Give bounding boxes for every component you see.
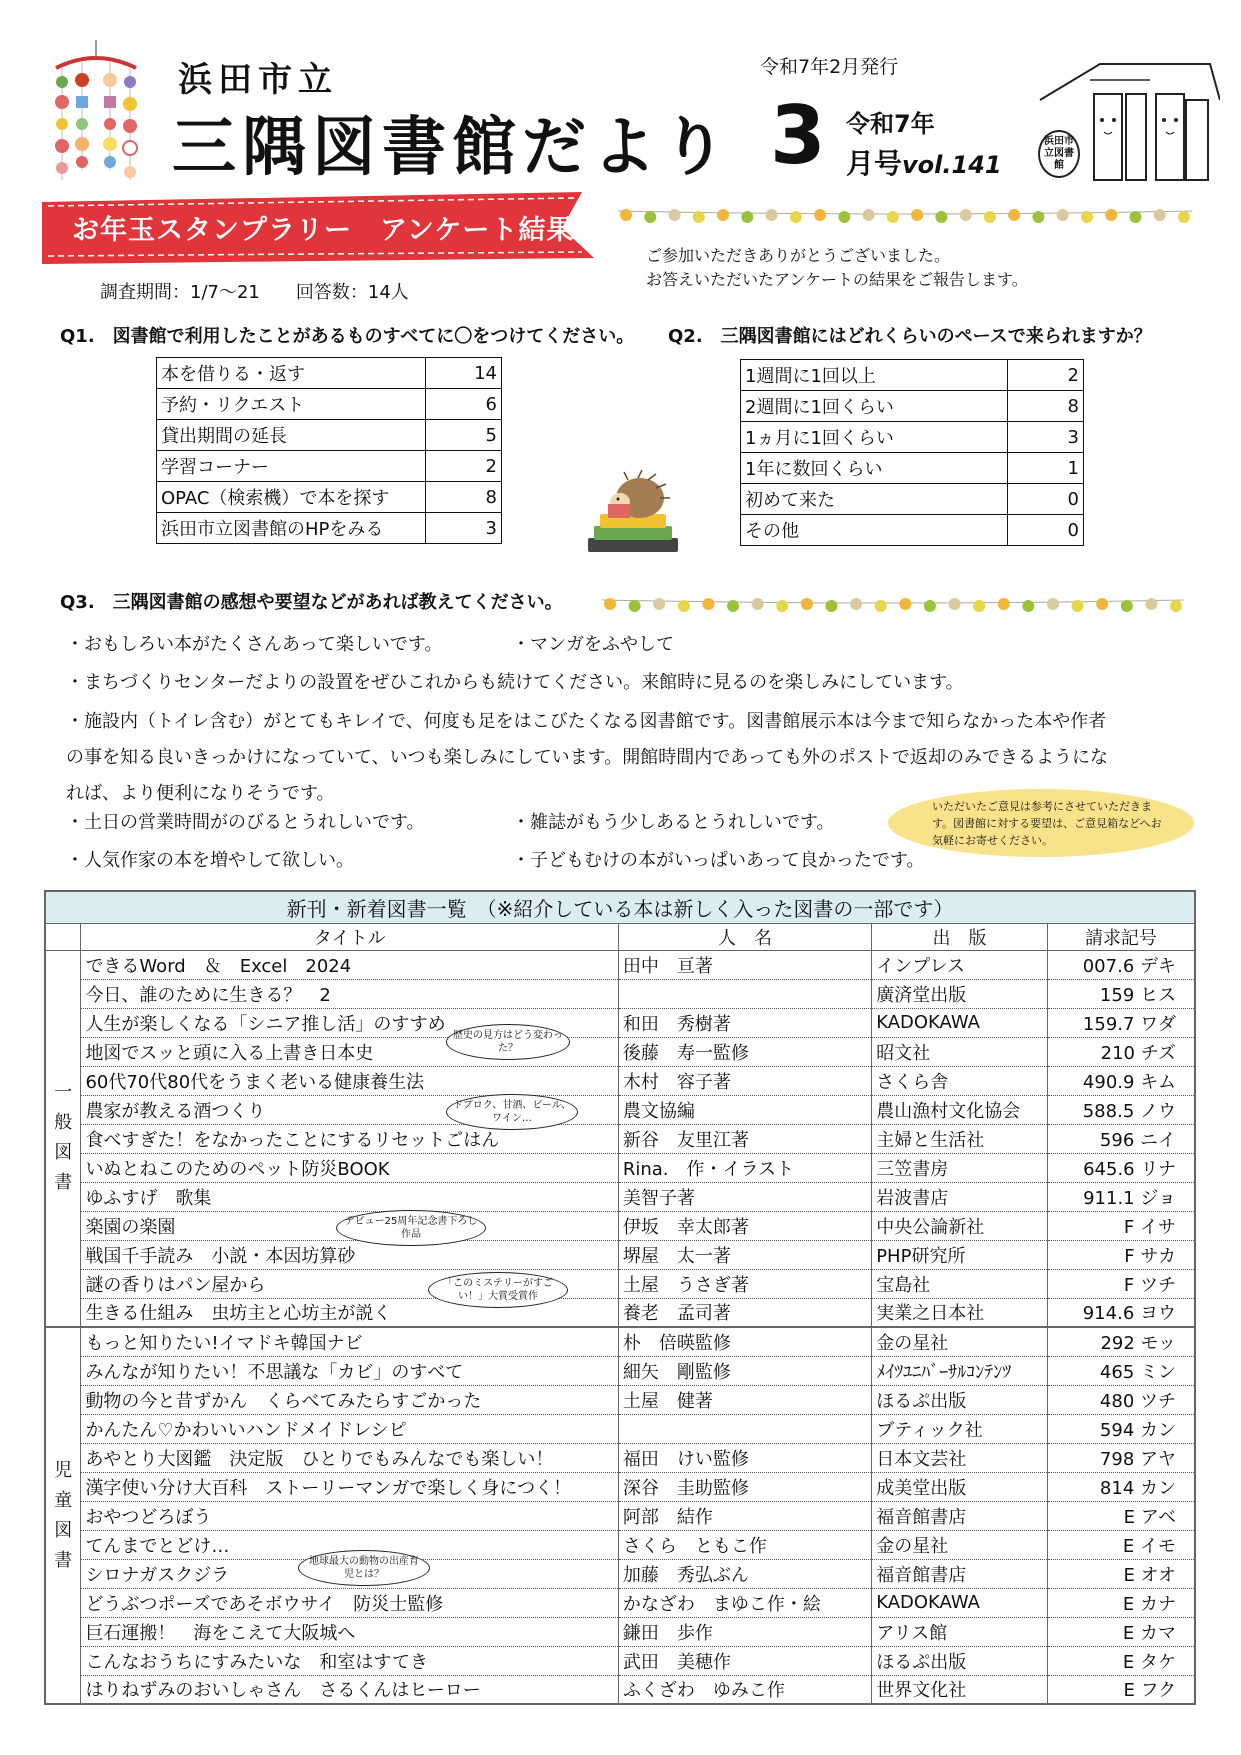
book-author: 美智子著: [618, 1182, 871, 1211]
book-row: [45, 1385, 1195, 1414]
book-call-number: F イサ: [1047, 1211, 1195, 1240]
dot-garland-q3: [602, 594, 1184, 614]
note-bubble-history: 歴史の見方はどう変わった？: [446, 1024, 570, 1060]
book-row: [45, 1559, 1195, 1588]
header-title: タイトル: [81, 923, 618, 950]
feedback-note: [886, 788, 1196, 858]
book-publisher: 金の星社: [872, 1327, 1048, 1356]
book-author: 細矢 剛監修: [618, 1356, 871, 1385]
book-row: [45, 1269, 1195, 1298]
book-author: 福田 けい監修: [618, 1443, 871, 1472]
book-call-number: 210 チズ: [1047, 1037, 1195, 1066]
thanks-line-1: ご参加いただきありがとうございました。: [646, 246, 951, 265]
book-call-number: 007.6 デキ: [1047, 950, 1195, 979]
book-title: もっと知りたい!イマドキ韓国ナビ: [81, 1327, 618, 1356]
garland-dot: [863, 209, 875, 221]
book-title: 生きる仕組み 虫坊主と心坊主が説く: [81, 1298, 618, 1327]
era-year: 令和7年: [846, 110, 935, 138]
book-row: [45, 1066, 1195, 1095]
book-call-number: F ツチ: [1047, 1269, 1195, 1298]
book-title: 楽園の楽園: [81, 1211, 618, 1240]
book-call-number: 911.1 ジョ: [1047, 1182, 1195, 1211]
q2-option-label: 1ヵ月に1回くらい: [741, 422, 1008, 453]
book-author: 伊坂 幸太郎著: [618, 1211, 871, 1240]
book-publisher: ﾒｲﾂﾕﾆﾊﾞｰｻﾙｺﾝﾃﾝﾂ: [872, 1356, 1048, 1385]
garland-dot: [838, 211, 850, 223]
book-row: [45, 1037, 1195, 1066]
book-author: 後藤 寿一監修: [618, 1037, 871, 1066]
comment-4-line-3: れば、より便利になりそうです。: [66, 783, 335, 804]
garland-dot: [717, 209, 729, 221]
book-call-number: E イモ: [1047, 1530, 1195, 1559]
dot-garland-top: [618, 204, 1192, 226]
book-call-number: 465 ミン: [1047, 1356, 1195, 1385]
volume-number: vol.141: [902, 151, 1002, 179]
garland-dot: [887, 211, 899, 223]
book-publisher: 福音館書店: [872, 1501, 1048, 1530]
book-row: [45, 1298, 1195, 1327]
comment-4-line-2: の事を知る良いきっかけになっていて、いつも楽しみにしています。開館時間内であっても外のポストで返却のみできるようにな: [66, 747, 1109, 768]
book-row: [45, 1182, 1195, 1211]
q1-results-table: [156, 357, 502, 544]
q1-row: [157, 513, 502, 544]
garland-dot: [1154, 209, 1166, 221]
thanks-line-2: お答えいただいたアンケートの結果をご報告します。: [646, 270, 1028, 289]
book-author: [618, 979, 871, 1008]
survey-period: 調査期間：1/7〜21: [100, 282, 260, 303]
book-call-number: F サカ: [1047, 1240, 1195, 1269]
garland-dot: [1057, 209, 1069, 221]
book-row: [45, 1530, 1195, 1559]
book-call-number: 596 ニイ: [1047, 1124, 1195, 1153]
book-title: 60代70代80代をうまく老いる健康養生法: [81, 1066, 618, 1095]
book-author: 土屋 健著: [618, 1385, 871, 1414]
garland-dot: [790, 211, 802, 223]
q1-row: [157, 482, 502, 513]
book-author: 武田 美穂作: [618, 1646, 871, 1675]
garland-dot: [776, 600, 788, 612]
garland-dot: [984, 211, 996, 223]
book-title: かんたん♡かわいいハンドメイドレシピ: [81, 1414, 618, 1443]
garland-dot: [899, 598, 911, 610]
q2-results-table: [740, 359, 1084, 546]
issue-volume: [846, 142, 1002, 182]
book-author: ふくざわ ゆみこ作: [618, 1675, 871, 1704]
book-row: [45, 950, 1195, 979]
book-title: おやつどろぼう: [81, 1501, 618, 1530]
q2-row: [741, 453, 1084, 484]
garland-dot: [1032, 211, 1044, 223]
book-publisher: 世界文化社: [872, 1675, 1048, 1704]
thanks-message: [646, 244, 1028, 292]
garland-dot: [1096, 598, 1108, 610]
book-author: 深谷 圭助監修: [618, 1472, 871, 1501]
book-publisher: 日本文芸社: [872, 1443, 1048, 1472]
book-author: 田中 亘著: [618, 950, 871, 979]
book-author: かなざわ まゆこ作・絵: [618, 1588, 871, 1617]
q1-row: [157, 358, 502, 389]
garland-dot: [1145, 598, 1157, 610]
garland-dot: [825, 600, 837, 612]
garland-dot: [935, 211, 947, 223]
q1-option-label: 浜田市立図書館のHPをみる: [157, 513, 426, 544]
newsletter-title: 三隅図書館だより: [172, 111, 732, 185]
book-row: [45, 1124, 1195, 1153]
q2-row: [741, 515, 1084, 546]
new-books-table: [44, 890, 1196, 1705]
book-title: みんなが知りたい！不思議な「カビ」のすべて: [81, 1356, 618, 1385]
general-books-category: 一般図書: [45, 950, 81, 1327]
book-publisher: 農山漁村文化協会: [872, 1095, 1048, 1124]
q1-option-count: 3: [426, 513, 502, 544]
book-title: 謎の香りはパン屋から: [81, 1269, 618, 1298]
garland-dot: [850, 598, 862, 610]
book-row: [45, 1240, 1195, 1269]
book-call-number: 588.5 ノウ: [1047, 1095, 1195, 1124]
book-call-number: E オオ: [1047, 1559, 1195, 1588]
book-publisher: さくら舎: [872, 1066, 1048, 1095]
q1-option-count: 6: [426, 389, 502, 420]
header-author: 人 名: [618, 923, 871, 950]
book-call-number: 594 カン: [1047, 1414, 1195, 1443]
book-row: [45, 1617, 1195, 1646]
book-author: 鎌田 歩作: [618, 1617, 871, 1646]
book-call-number: 480 ツチ: [1047, 1385, 1195, 1414]
book-title: てんまでとどけ…: [81, 1530, 618, 1559]
book-author: 加藤 秀弘ぶん: [618, 1559, 871, 1588]
logo-text: 浜田市立図書館: [1038, 130, 1080, 178]
book-author: 阿部 結作: [618, 1501, 871, 1530]
q1-option-label: 予約・リクエスト: [157, 389, 426, 420]
book-row: [45, 1211, 1195, 1240]
book-call-number: 490.9 キム: [1047, 1066, 1195, 1095]
book-publisher: ブティック社: [872, 1414, 1048, 1443]
book-title: 巨石運搬！ 海をこえて大阪城へ: [81, 1617, 618, 1646]
book-publisher: 実業之日本社: [872, 1298, 1048, 1327]
header-publisher: 出 版: [872, 923, 1048, 950]
book-publisher: インプレス: [872, 950, 1048, 979]
book-publisher: 岩波書店: [872, 1182, 1048, 1211]
survey-info: [100, 278, 409, 304]
book-title: シロナガスクジラ: [81, 1559, 618, 1588]
garland-dot: [766, 209, 778, 221]
note-bubble-mystery: 「このミステリーがすごい！」大賞受賞作: [428, 1272, 568, 1308]
book-publisher: 中央公論新社: [872, 1211, 1048, 1240]
book-publisher: 福音館書店: [872, 1559, 1048, 1588]
book-call-number: E フク: [1047, 1675, 1195, 1704]
books-caption: 新刊・新着図書一覧 （※紹介している本は新しく入った図書の一部です）: [45, 891, 1195, 923]
comment-1: ・おもしろい本がたくさんあって楽しいです。: [66, 634, 443, 655]
header-spacer: [45, 923, 81, 950]
book-row: [45, 1414, 1195, 1443]
comment-2: ・マンガをふやして: [512, 634, 674, 655]
book-author: 土屋 うさぎ著: [618, 1269, 871, 1298]
garland-dot: [1121, 600, 1133, 612]
book-title: 農家が教える酒つくり: [81, 1095, 618, 1124]
book-author: 朴 倍暎監修: [618, 1327, 871, 1356]
q2-row: [741, 391, 1084, 422]
month-label: 月号: [846, 147, 903, 180]
q2-row: [741, 422, 1084, 453]
q1-option-label: 学習コーナー: [157, 451, 426, 482]
garland-dot: [814, 209, 826, 221]
book-author: 木村 容子著: [618, 1066, 871, 1095]
comment-8: ・子どもむけの本がいっぱいあって良かったです。: [512, 850, 925, 871]
book-call-number: 814 カン: [1047, 1472, 1195, 1501]
library-organization: 浜田市立: [178, 60, 338, 100]
garland-dot: [669, 209, 681, 221]
book-publisher: 三笠書房: [872, 1153, 1048, 1182]
garland-dot: [1022, 600, 1034, 612]
q2-option-count: 0: [1008, 515, 1084, 546]
garland-dot: [875, 600, 887, 612]
book-row: [45, 1095, 1195, 1124]
q1-row: [157, 420, 502, 451]
book-title: 今日、誰のために生きる？ 2: [81, 979, 618, 1008]
book-publisher: ほるぷ出版: [872, 1646, 1048, 1675]
q2-option-count: 0: [1008, 484, 1084, 515]
hedgehog-reading-illustration: [578, 468, 688, 568]
book-title: いぬとねこのためのペット防災BOOK: [81, 1153, 618, 1182]
book-publisher: 昭文社: [872, 1037, 1048, 1066]
note-bubble-sake: ドブロク、甘酒、ビール、ワイン…: [446, 1094, 578, 1130]
garland-dot: [727, 600, 739, 612]
garland-dot: [653, 598, 665, 610]
book-row: [45, 1008, 1195, 1037]
q1-row: [157, 389, 502, 420]
book-publisher: アリス館: [872, 1617, 1048, 1646]
garland-dot: [620, 209, 632, 221]
book-author: Rina. 作・イラスト: [618, 1153, 871, 1182]
book-call-number: 645.6 リナ: [1047, 1153, 1195, 1182]
note-bubble-whale: 地球最大の動物の出産育児とは？: [298, 1550, 430, 1586]
book-publisher: 成美堂出版: [872, 1472, 1048, 1501]
q1-option-label: 本を借りる・返す: [157, 358, 426, 389]
header-call-number: 請求記号: [1047, 923, 1195, 950]
q2-option-count: 3: [1008, 422, 1084, 453]
book-row: [45, 1501, 1195, 1530]
garland-dot: [1081, 211, 1093, 223]
comment-3: ・まちづくりセンターだよりの設置をぜひこれからも続けてください。来館時に見るのを楽しみにしています。: [66, 672, 964, 693]
q2-row: [741, 360, 1084, 391]
book-publisher: 主婦と生活社: [872, 1124, 1048, 1153]
book-title: はりねずみのおいしゃさん さるくんはヒーロー: [81, 1675, 618, 1704]
book-publisher: ほるぷ出版: [872, 1385, 1048, 1414]
q1-row: [157, 451, 502, 482]
garland-dot: [604, 598, 616, 610]
book-row: [45, 1327, 1195, 1356]
book-call-number: 159 ヒス: [1047, 979, 1195, 1008]
q1-option-count: 2: [426, 451, 502, 482]
book-author: さくら ともこ作: [618, 1530, 871, 1559]
q1-option-count: 14: [426, 358, 502, 389]
book-publisher: KADOKAWA: [872, 1588, 1048, 1617]
book-title: 地図でスッと頭に入る上書き日本史: [81, 1037, 618, 1066]
garland-dot: [629, 600, 641, 612]
comment-6: ・雑誌がもう少しあるとうれしいです。: [512, 812, 835, 833]
book-title: 人生が楽しくなる「シニア推し活」のすすめ: [81, 1008, 618, 1037]
hina-mobile-illustration: [48, 40, 144, 190]
q1-option-count: 5: [426, 420, 502, 451]
q2-option-label: 1週間に1回以上: [741, 360, 1008, 391]
garland-dot: [693, 211, 705, 223]
garland-dot: [678, 600, 690, 612]
book-call-number: E カナ: [1047, 1588, 1195, 1617]
garland-dot: [960, 209, 972, 221]
book-row: [45, 1443, 1195, 1472]
garland-dot: [741, 211, 753, 223]
garland-dot: [1072, 600, 1084, 612]
q2-row: [741, 484, 1084, 515]
garland-dot: [1105, 209, 1117, 221]
feedback-note-text: いただいたご意見は参考にさせていただきます。図書館に対する要望は、ご意見箱などへお気軽にお寄せください。: [932, 800, 1162, 847]
q2-option-count: 1: [1008, 453, 1084, 484]
garland-dot: [924, 600, 936, 612]
garland-dot: [911, 209, 923, 221]
q3-heading: Q3. 三隅図書館の感想や要望などがあれば教えてください。: [60, 592, 563, 613]
book-title: 戦国千手読み 小説・本因坊算砂: [81, 1240, 618, 1269]
book-title: あやとり大図鑑 決定版 ひとりでもみんなでも楽しい！: [81, 1443, 618, 1472]
book-row: [45, 1356, 1195, 1385]
garland-dot: [1129, 211, 1141, 223]
library-logo: [1030, 60, 1220, 184]
garland-dot: [1008, 209, 1020, 221]
garland-dot: [801, 598, 813, 610]
book-title: 食べすぎた！をなかったことにするリセットごはん: [81, 1124, 618, 1153]
note-bubble-debut: デビュー25周年記念書下ろし作品: [336, 1210, 486, 1246]
garland-dot: [644, 211, 656, 223]
garland-dot: [702, 598, 714, 610]
q1-option-label: 貸出期間の延長: [157, 420, 426, 451]
book-author: 農文協編: [618, 1095, 871, 1124]
book-publisher: KADOKAWA: [872, 1008, 1048, 1037]
garland-dot: [949, 598, 961, 610]
book-call-number: 159.7 ワダ: [1047, 1008, 1195, 1037]
book-title: できるWord ＆ Excel 2024: [81, 950, 618, 979]
book-title: 漢字使い分け大百科 ストーリーマンガで楽しく身につく！: [81, 1472, 618, 1501]
survey-banner: [42, 192, 594, 264]
book-call-number: E タケ: [1047, 1646, 1195, 1675]
issue-date: 令和7年2月発行: [760, 56, 899, 78]
q2-option-label: 2週間に1回くらい: [741, 391, 1008, 422]
book-author: 養老 孟司著: [618, 1298, 871, 1327]
q2-option-label: その他: [741, 515, 1008, 546]
q1-option-label: OPAC（検索機）で本を探す: [157, 482, 426, 513]
book-publisher: 金の星社: [872, 1530, 1048, 1559]
q1-heading: Q1. 図書館で利用したことがあるものすべてに〇をつけてください。: [60, 326, 635, 347]
comment-4-line-1: ・施設内（トイレ含む）がとてもキレイで、何度も足をはこびたくなる図書館です。図書館展示本は今まで知らなかった本や作者: [66, 711, 1107, 732]
book-row: [45, 1646, 1195, 1675]
q1-option-count: 8: [426, 482, 502, 513]
book-publisher: 廣済堂出版: [872, 979, 1048, 1008]
book-row: [45, 979, 1195, 1008]
comment-7: ・人気作家の本を増やして欲しい。: [66, 850, 354, 871]
book-call-number: 798 アヤ: [1047, 1443, 1195, 1472]
book-author: 和田 秀樹著: [618, 1008, 871, 1037]
book-author: [618, 1414, 871, 1443]
book-author: 堺屋 太一著: [618, 1240, 871, 1269]
q2-option-count: 2: [1008, 360, 1084, 391]
q2-heading: Q2. 三隅図書館にはどれくらいのペースで来られますか？: [668, 326, 1152, 347]
book-call-number: E アベ: [1047, 1501, 1195, 1530]
book-row: [45, 1588, 1195, 1617]
garland-dot: [752, 598, 764, 610]
q2-option-label: 1年に数回くらい: [741, 453, 1008, 484]
q2-option-count: 8: [1008, 391, 1084, 422]
month-number: 3: [770, 89, 826, 182]
book-author: 新谷 友里江著: [618, 1124, 871, 1153]
garland-dot: [1047, 598, 1059, 610]
book-publisher: 宝島社: [872, 1269, 1048, 1298]
book-title: 動物の今と昔ずかん くらべてみたらすごかった: [81, 1385, 618, 1414]
garland-dot: [973, 600, 985, 612]
garland-dot: [1178, 211, 1190, 223]
book-row: [45, 1472, 1195, 1501]
book-title: どうぶつポーズであそボウサイ 防災士監修: [81, 1588, 618, 1617]
book-row: [45, 1675, 1195, 1704]
book-call-number: E カマ: [1047, 1617, 1195, 1646]
book-row: [45, 1153, 1195, 1182]
garland-dot: [1170, 600, 1182, 612]
children-books-category: 児童図書: [45, 1327, 81, 1704]
book-call-number: 292 モッ: [1047, 1327, 1195, 1356]
garland-dot: [998, 598, 1010, 610]
book-title: こんなおうちにすみたいな 和室はすてき: [81, 1646, 618, 1675]
q2-option-label: 初めて来た: [741, 484, 1008, 515]
book-publisher: PHP研究所: [872, 1240, 1048, 1269]
book-title: ゆふすげ 歌集: [81, 1182, 618, 1211]
comment-5: ・土日の営業時間がのびるとうれしいです。: [66, 812, 425, 833]
banner-title: お年玉スタンプラリー アンケート結果: [72, 215, 575, 246]
book-call-number: 914.6 ヨウ: [1047, 1298, 1195, 1327]
response-count: 回答数：14人: [295, 282, 409, 303]
